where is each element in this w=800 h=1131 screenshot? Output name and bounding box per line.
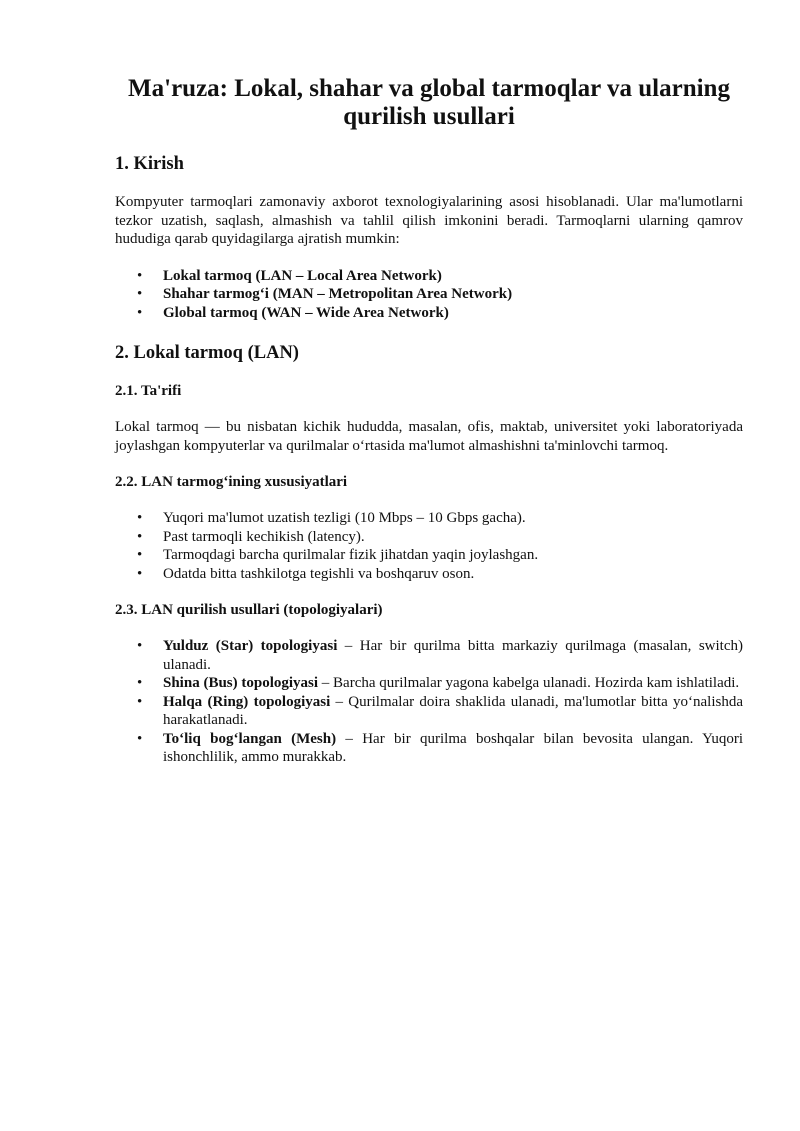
list-item xyxy=(137,565,743,584)
topology-term: Halqa (Ring) topologiyasi xyxy=(163,693,331,710)
subsection-heading-definition: 2.1. Ta'rifi xyxy=(115,383,182,399)
topology-description: – Qurilmalar doira shaklida ulanadi, ma'lumotlar bitta yo‘nalishda harakatlanadi. xyxy=(163,693,743,728)
features-list xyxy=(115,509,743,583)
topology-description: – Har bir qurilma boshqalar bilan bevosita ulangan. Yuqori ishonchlilik, ammo murakkab. xyxy=(163,730,744,765)
bullet-icon: • xyxy=(137,286,143,302)
feature-text: Tarmoqdagi barcha qurilmalar fizik jihatdan yaqin joylashgan. xyxy=(163,547,539,563)
feature-text: Past tarmoqli kechikish (latency). xyxy=(163,528,365,545)
definition-paragraph: Lokal tarmoq — bu nisbatan kichik hududda, masalan, ofis, maktab, universitet yoki laboratoriyada joylashgan kompyuterlar va qurilmalar o‘rtasida ma'lumot almashishni ta'minlovchi tarmoq. xyxy=(115,419,743,454)
topology-description: – Har bir qurilma bitta markaziy qurilmaga (masalan, switch) ulanadi. xyxy=(163,638,743,673)
subsection-heading-topologies: 2.3. LAN qurilish usullari (topologiyalari) xyxy=(115,602,383,618)
bullet-icon: • xyxy=(137,638,143,654)
bullet-icon: • xyxy=(137,267,143,284)
document-page xyxy=(115,75,743,767)
list-item xyxy=(137,285,743,304)
list-item xyxy=(137,509,743,528)
feature-text: Yuqori ma'lumot uzatish tezligi (10 Mbps – 10 Gbps gacha). xyxy=(163,510,526,526)
list-item xyxy=(137,693,743,730)
list-item xyxy=(137,267,743,286)
list-item xyxy=(137,304,743,323)
bullet-icon: • xyxy=(137,510,143,526)
topology-description: – Barcha qurilmalar yagona kabelga ulanadi. Hozirda kam ishlatiladi. xyxy=(318,675,740,691)
list-item xyxy=(137,528,743,547)
list-item xyxy=(137,674,743,693)
bullet-icon: • xyxy=(137,693,143,710)
section-heading-intro: 1. Kirish xyxy=(115,154,184,174)
section-heading-lan: 2. Lokal tarmoq (LAN) xyxy=(115,343,299,363)
bullet-icon: • xyxy=(137,675,143,691)
topology-term: Yulduz (Star) topologiyasi xyxy=(163,638,338,654)
topology-term: Shina (Bus) topologiyasi xyxy=(163,675,319,691)
topology-term: To‘liq bog‘langan (Mesh) xyxy=(163,730,337,747)
intro-paragraph: Kompyuter tarmoqlari zamonaviy axborot texnologiyalarining asosi hisoblanadi. Ular ma'lumotlarni tezkor uzatish, saqlash, almashish va tahlil qilish imkonini beradi. Tarmoqlarni ularning qamrov hududiga qarab quyidagilarga ajratish mumkin: xyxy=(115,194,743,247)
network-type-man: Shahar tarmog‘i (MAN – Metropolitan Area Network) xyxy=(163,286,513,302)
network-types-list xyxy=(115,267,743,323)
subsection-heading-features: 2.2. LAN tarmog‘ining xususiyatlari xyxy=(115,474,348,490)
list-item xyxy=(137,546,743,565)
bullet-icon: • xyxy=(137,730,143,747)
document-title: Ma'ruza: Lokal, shahar va global tarmoqlar va ularning qurilish usullari xyxy=(128,75,730,130)
bullet-icon: • xyxy=(137,565,143,582)
bullet-icon: • xyxy=(137,304,143,321)
list-item xyxy=(137,730,744,767)
feature-text: Odatda bitta tashkilotga tegishli va boshqaruv oson. xyxy=(163,565,475,582)
network-type-wan: Global tarmoq (WAN – Wide Area Network) xyxy=(163,304,449,321)
bullet-icon: • xyxy=(137,528,143,545)
bullet-icon: • xyxy=(137,547,143,563)
list-item xyxy=(137,637,743,674)
network-type-lan: Lokal tarmoq (LAN – Local Area Network) xyxy=(163,267,442,284)
topologies-list xyxy=(115,637,743,767)
